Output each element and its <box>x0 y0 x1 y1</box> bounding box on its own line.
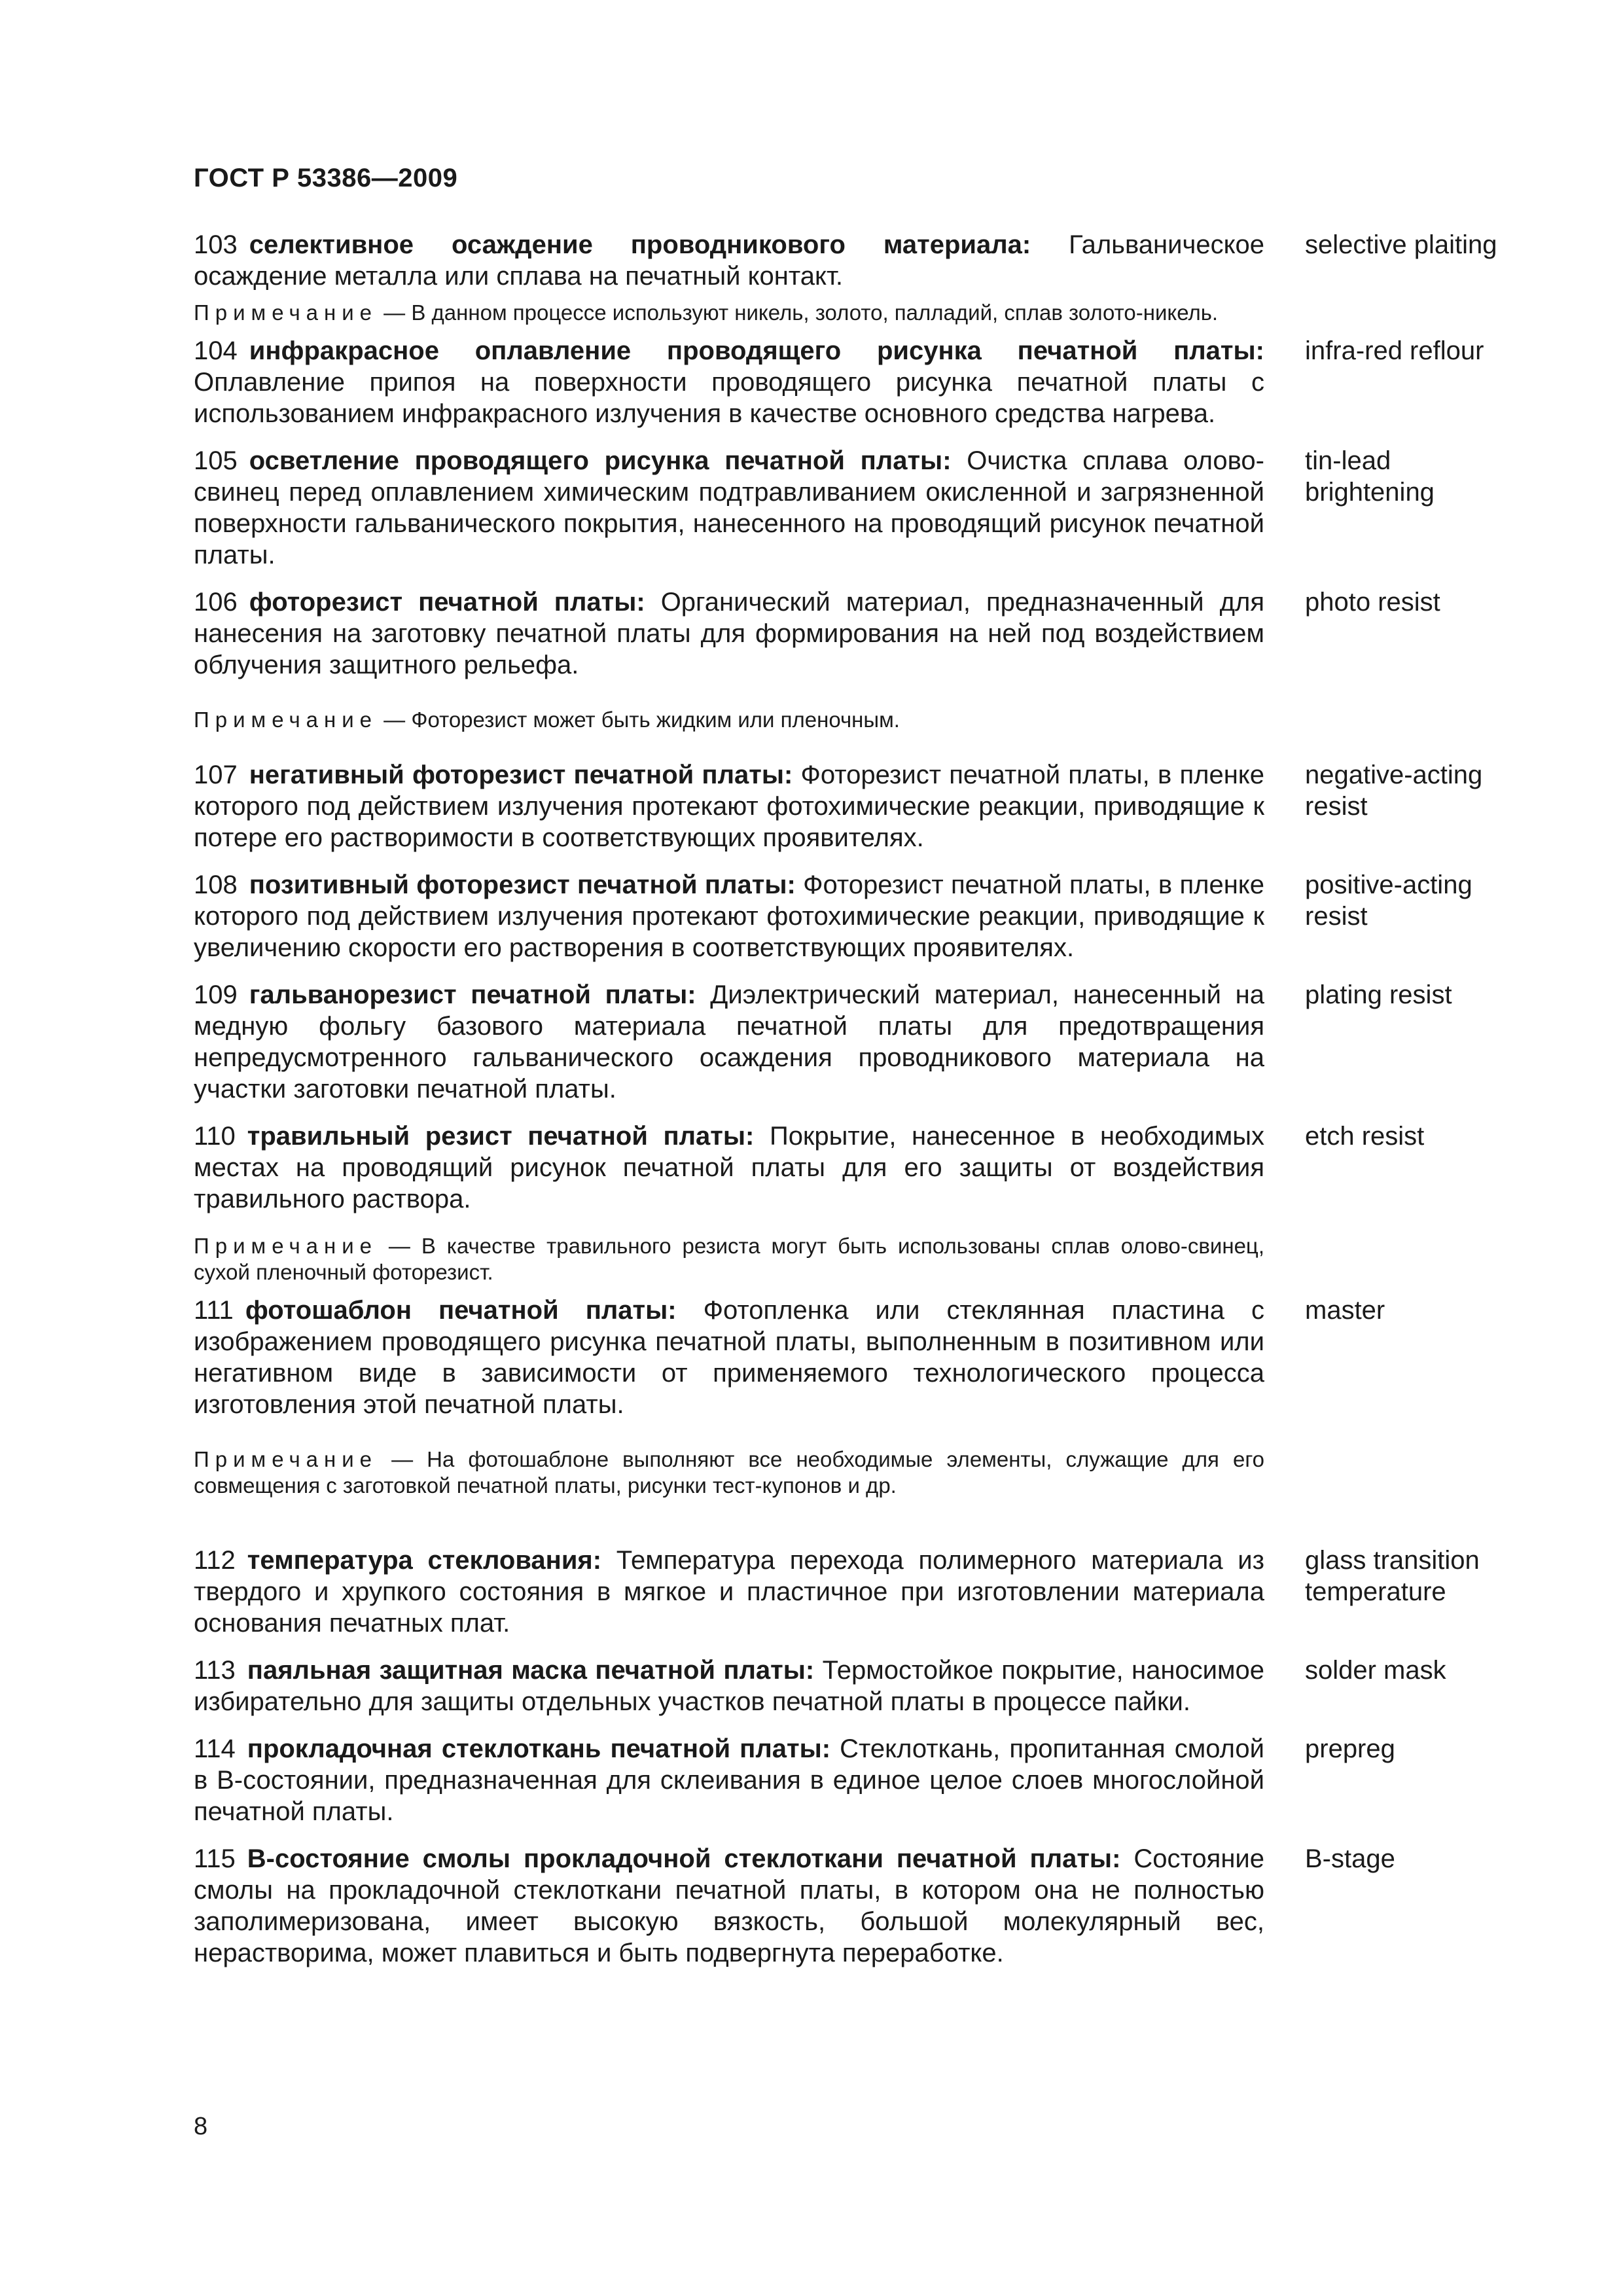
term-number: 114 <box>194 1734 236 1763</box>
term-entry-113 <box>194 1655 1503 1717</box>
term-english: glass transition temperature <box>1305 1546 1480 1606</box>
term-number: 107 <box>194 761 238 789</box>
term-body <box>194 979 1264 1105</box>
term-definition: Термостойкое покрытие, наносимое избирательно для защиты отдельных участков печатной платы в процессе пайки. <box>194 1656 1264 1716</box>
term-english: plating resist <box>1305 980 1452 1009</box>
term-english: master <box>1305 1296 1385 1325</box>
term-english: etch resist <box>1305 1122 1425 1151</box>
term-number: 111 <box>194 1296 234 1325</box>
term-entry-104 <box>194 335 1503 429</box>
term-name: селективное осаждение проводникового материала: <box>249 230 1031 259</box>
term-english: selective plaiting <box>1305 230 1497 259</box>
term-name: B-состояние смолы прокладочной стеклоткани печатной платы: <box>247 1844 1121 1873</box>
note-label: Примечание <box>194 1234 378 1258</box>
term-name: негативный фоторезист печатной платы: <box>249 761 793 789</box>
term-entry-111 <box>194 1295 1503 1420</box>
term-definition: Стеклоткань, пропитанная смолой в B-состоянии, предназначенная для склеивания в единое целое слоев многослойной печатной платы. <box>194 1734 1264 1826</box>
term-body <box>194 1655 1264 1717</box>
term-name: позитивный фоторезист печатной платы: <box>249 870 796 899</box>
term-english: positive-acting resist <box>1305 870 1472 931</box>
document-header: ГОСТ Р 53386—2009 <box>194 164 458 192</box>
term-body <box>194 445 1264 571</box>
note-111 <box>194 1446 1264 1499</box>
note-label: Примечание <box>194 1447 378 1471</box>
term-english: negative-acting resist <box>1305 761 1483 821</box>
term-definition: Диэлектрический материал, нанесенный на медную фольгу базового материала печатной платы для предотвращения непредусмотренного гальванического осаждения проводникового материала на участки заготовки печатной платы. <box>194 980 1264 1103</box>
term-number: 106 <box>194 588 238 617</box>
term-name: паяльная защитная маска печатной платы: <box>247 1656 815 1685</box>
term-name: травильный резист печатной платы: <box>247 1122 755 1151</box>
term-entry-107 <box>194 759 1503 853</box>
note-text: — Фоторезист может быть жидким или пленочным. <box>378 708 900 732</box>
term-definition: Покрытие, нанесенное в необходимых местах на проводящий рисунок печатной платы для его защиты от воздействия травильного раствора. <box>194 1122 1265 1213</box>
term-definition: Состояние смолы на прокладочной стеклоткани печатной платы, в котором она не полностью заполимеризована, имеет высокую вязкость, большой молекулярный вес, нерастворима, может плавиться и быть подвергнута переработке. <box>194 1844 1264 1967</box>
term-definition: Температура перехода полимерного материала из твердого и хрупкого состояния в мягкое и пластичное при изготовлении материала основания печатных плат. <box>194 1546 1264 1638</box>
term-definition: Фоторезист печатной платы, в пленке которого под действием излучения протекают фотохимические реакции, приводящие к увеличению скорости его растворения в соответствующих проявителях. <box>194 870 1264 962</box>
term-entry-115 <box>194 1843 1503 1969</box>
term-name: прокладочная стеклоткань печатной платы: <box>247 1734 831 1763</box>
term-body <box>194 1545 1264 1639</box>
term-entry-103 <box>194 229 1503 292</box>
term-definition: Гальваническое осаждение металла или сплава на печатный контакт. <box>194 230 1265 291</box>
page-number: 8 <box>194 2113 208 2140</box>
note-text: — В данном процессе используют никель, золото, палладий, сплав золото-никель. <box>378 300 1219 325</box>
term-entry-106 <box>194 586 1503 681</box>
term-name: гальванорезист печатной платы: <box>249 980 696 1009</box>
term-entry-108 <box>194 869 1503 963</box>
term-body <box>194 759 1264 853</box>
term-number: 115 <box>194 1844 236 1873</box>
terms-list <box>194 229 1503 1969</box>
term-name: осветление проводящего рисунка печатной платы: <box>249 446 952 475</box>
note-103 <box>194 300 1264 326</box>
note-text: — На фотошаблоне выполняют все необходимые элементы, служащие для его совмещения с заготовкой печатной платы, рисунки тест-купонов и др. <box>194 1447 1264 1498</box>
term-definition: Очистка сплава олово-свинец перед оплавлением химическим подтравливанием окисленной и загрязненной поверхности гальванического покрытия, нанесенного на проводящий рисунок печатной платы. <box>194 446 1264 569</box>
term-english: photo resist <box>1305 588 1440 617</box>
term-body <box>194 869 1264 963</box>
term-english: prepreg <box>1305 1734 1395 1763</box>
note-110 <box>194 1233 1264 1285</box>
term-number: 105 <box>194 446 238 475</box>
term-number: 109 <box>194 980 238 1009</box>
term-definition: Фоторезист печатной платы, в пленке которого под действием излучения протекают фотохимические реакции, приводящие к потере его растворимости в соответствующих проявителях. <box>194 761 1264 852</box>
term-definition: Оплавление припоя на поверхности проводящего рисунка печатной платы с использованием инфракрасного излучения в качестве основного средства нагрева. <box>194 368 1264 428</box>
term-entry-114 <box>194 1733 1503 1827</box>
term-number: 104 <box>194 336 238 365</box>
term-name: фоторезист печатной платы: <box>249 588 645 617</box>
term-entry-112 <box>194 1545 1503 1639</box>
term-definition: Фотопленка или стеклянная пластина с изображением проводящего рисунка печатной платы, выполненным в позитивном или негативном виде в зависимости от применяемого технологического процесса изготовления этой печатной платы. <box>194 1296 1264 1419</box>
term-body <box>194 1295 1264 1420</box>
term-body <box>194 1121 1264 1215</box>
term-number: 112 <box>194 1546 236 1575</box>
term-number: 113 <box>194 1656 236 1685</box>
term-entry-105 <box>194 445 1503 571</box>
term-body <box>194 586 1264 681</box>
term-number: 110 <box>194 1122 236 1151</box>
term-name: фотошаблон печатной платы: <box>245 1296 677 1325</box>
term-definition: Органический материал, предназначенный для нанесения на заготовку печатной платы для формирования на ней под воздействием облучения защитного рельефа. <box>194 588 1264 679</box>
term-body <box>194 229 1264 292</box>
note-text: — В качестве травильного резиста могут быть использованы сплав олово-свинец, сухой пленочный фоторезист. <box>194 1234 1264 1284</box>
term-english: B-stage <box>1305 1844 1395 1873</box>
term-name: инфракрасное оплавление проводящего рисунка печатной платы: <box>249 336 1264 365</box>
term-entry-109 <box>194 979 1503 1105</box>
note-label: Примечание <box>194 708 378 732</box>
note-label: Примечание <box>194 300 378 325</box>
term-name: температура стеклования: <box>247 1546 602 1575</box>
term-entry-110 <box>194 1121 1503 1215</box>
term-english: infra-red reflour <box>1305 336 1484 365</box>
term-body <box>194 1843 1264 1969</box>
term-number: 108 <box>194 870 238 899</box>
note-106 <box>194 707 1264 733</box>
term-number: 103 <box>194 230 238 259</box>
term-body <box>194 335 1264 429</box>
term-english: tin-lead brightening <box>1305 446 1435 507</box>
term-body <box>194 1733 1264 1827</box>
term-english: solder mask <box>1305 1656 1446 1685</box>
